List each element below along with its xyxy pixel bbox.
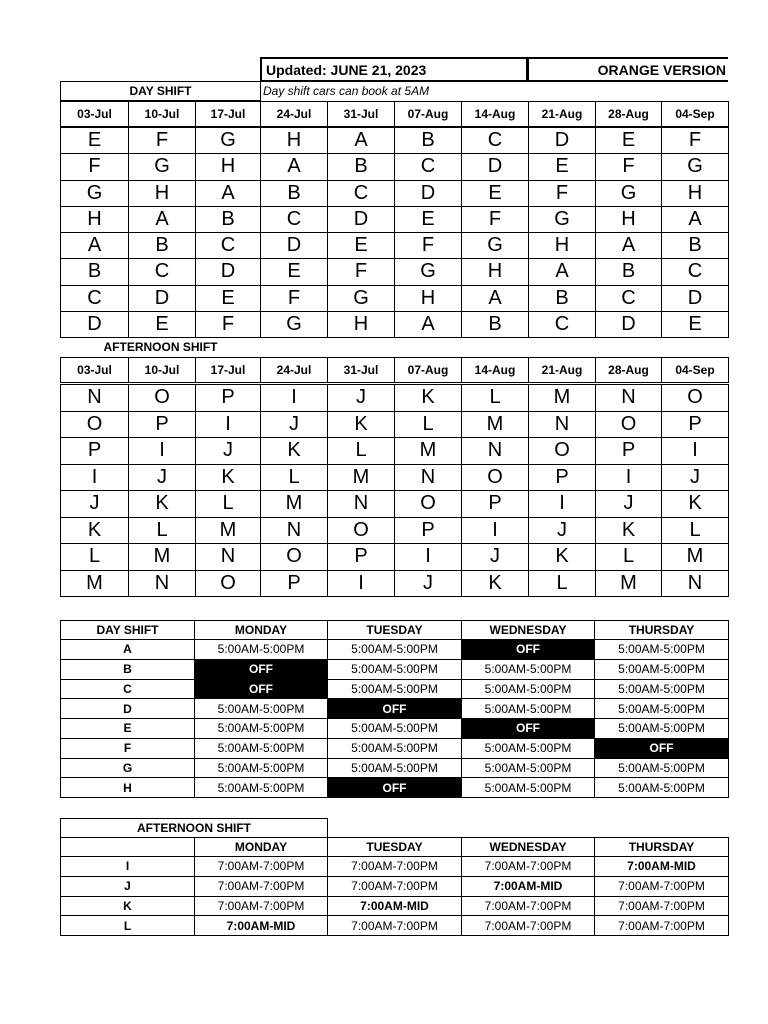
crew-letter: J	[260, 411, 328, 439]
shift-time-cell: 5:00AM-5:00PM	[461, 659, 595, 680]
shift-time-cell: 5:00AM-5:00PM	[327, 738, 462, 759]
crew-letter: A	[394, 311, 462, 338]
crew-label: B	[60, 659, 195, 680]
shift-time-cell: 5:00AM-5:00PM	[327, 758, 462, 779]
crew-letter: G	[595, 180, 662, 207]
crew-letter: P	[128, 411, 196, 439]
crew-letter: A	[195, 180, 261, 207]
crew-letter: J	[461, 543, 529, 571]
crew-letter: A	[128, 206, 196, 233]
day-shift-label-text: DAY SHIFT	[129, 84, 192, 98]
crew-letter: J	[661, 464, 729, 492]
shift-time-cell: 5:00AM-5:00PM	[594, 698, 729, 719]
crew-letter: F	[595, 153, 662, 180]
shift-time-cell: 7:00AM-MID	[594, 856, 729, 877]
crew-letter: E	[128, 311, 196, 338]
crew-letter: I	[128, 437, 196, 465]
crew-letter: E	[528, 153, 596, 180]
shift-time-cell: 7:00AM-7:00PM	[194, 856, 328, 877]
day-header: MONDAY	[194, 837, 328, 857]
crew-letter: E	[461, 180, 529, 207]
crew-letter: G	[461, 232, 529, 259]
crew-label: F	[60, 738, 195, 759]
crew-letter: O	[260, 543, 328, 571]
crew-letter: D	[128, 285, 196, 312]
crew-letter: G	[394, 258, 462, 285]
crew-letter: C	[327, 180, 395, 207]
off-cell: OFF	[194, 679, 328, 700]
schedule-title: AFTERNOON SHIFT	[60, 818, 328, 838]
crew-letter: D	[528, 127, 596, 154]
crew-letter: B	[260, 180, 328, 207]
crew-letter: P	[528, 464, 596, 492]
schedule-title: DAY SHIFT	[60, 620, 195, 640]
crew-letter: I	[528, 490, 596, 518]
crew-letter: G	[327, 285, 395, 312]
crew-letter: F	[394, 232, 462, 259]
crew-letter: G	[195, 127, 261, 154]
crew-letter: A	[260, 153, 328, 180]
crew-letter: J	[528, 517, 596, 545]
crew-letter: H	[195, 153, 261, 180]
crew-letter: H	[327, 311, 395, 338]
shift-time-cell: 5:00AM-5:00PM	[461, 777, 595, 798]
date-header: 07-Aug	[394, 101, 462, 127]
crew-letter: C	[394, 153, 462, 180]
crew-letter: J	[595, 490, 662, 518]
date-header: 14-Aug	[461, 101, 529, 127]
crew-letter: E	[595, 127, 662, 154]
shift-time-cell: 5:00AM-5:00PM	[594, 659, 729, 680]
crew-label: K	[60, 896, 195, 917]
shift-time-cell: 5:00AM-5:00PM	[461, 758, 595, 779]
date-header: 24-Jul	[260, 101, 328, 127]
shift-time-cell: 7:00AM-7:00PM	[594, 876, 729, 897]
crew-letter: D	[327, 206, 395, 233]
crew-letter: C	[661, 258, 729, 285]
date-header: 28-Aug	[595, 357, 662, 383]
crew-letter: H	[394, 285, 462, 312]
crew-letter: K	[327, 411, 395, 439]
crew-letter: K	[260, 437, 328, 465]
shift-time-cell: 5:00AM-5:00PM	[461, 679, 595, 700]
crew-letter: I	[327, 570, 395, 598]
crew-letter: G	[661, 153, 729, 180]
shift-time-cell: 5:00AM-5:00PM	[461, 698, 595, 719]
crew-letter: L	[128, 517, 196, 545]
crew-letter: H	[260, 127, 328, 154]
crew-letter: C	[128, 258, 196, 285]
crew-letter: O	[195, 570, 261, 598]
crew-letter: A	[461, 285, 529, 312]
crew-letter: P	[195, 384, 261, 412]
shift-time-cell: 7:00AM-7:00PM	[194, 896, 328, 917]
crew-letter: L	[528, 570, 596, 598]
crew-letter: I	[195, 411, 261, 439]
crew-letter: F	[260, 285, 328, 312]
off-cell: OFF	[461, 718, 595, 739]
crew-letter: D	[394, 180, 462, 207]
date-header: 03-Jul	[60, 357, 129, 383]
date-header: 04-Sep	[661, 101, 729, 127]
shift-time-cell: 5:00AM-5:00PM	[594, 639, 729, 660]
crew-letter: H	[661, 180, 729, 207]
shift-time-cell: 5:00AM-5:00PM	[327, 679, 462, 700]
crew-letter: K	[394, 384, 462, 412]
date-header: 04-Sep	[661, 357, 729, 383]
shift-time-cell: 5:00AM-5:00PM	[327, 718, 462, 739]
crew-letter: M	[327, 464, 395, 492]
crew-letter: C	[260, 206, 328, 233]
crew-letter: P	[595, 437, 662, 465]
shift-time-cell: 5:00AM-5:00PM	[194, 738, 328, 759]
date-header: 10-Jul	[128, 357, 196, 383]
crew-label: J	[60, 876, 195, 897]
crew-letter: N	[260, 517, 328, 545]
crew-letter: B	[128, 232, 196, 259]
off-cell: OFF	[594, 738, 729, 759]
shift-time-cell: 5:00AM-5:00PM	[594, 679, 729, 700]
crew-letter: J	[60, 490, 129, 518]
crew-letter: L	[195, 490, 261, 518]
crew-letter: H	[528, 232, 596, 259]
crew-letter: N	[528, 411, 596, 439]
crew-letter: M	[595, 570, 662, 598]
crew-letter: K	[528, 543, 596, 571]
off-cell: OFF	[327, 777, 462, 798]
date-header: 10-Jul	[128, 101, 196, 127]
crew-letter: C	[60, 285, 129, 312]
crew-letter: F	[661, 127, 729, 154]
crew-letter: O	[60, 411, 129, 439]
crew-letter: E	[327, 232, 395, 259]
crew-letter: L	[327, 437, 395, 465]
shift-time-cell: 5:00AM-5:00PM	[194, 758, 328, 779]
crew-label: D	[60, 698, 195, 719]
crew-letter: P	[394, 517, 462, 545]
crew-letter: B	[595, 258, 662, 285]
crew-letter: O	[394, 490, 462, 518]
crew-label: L	[60, 915, 195, 936]
crew-letter: G	[260, 311, 328, 338]
crew-label: H	[60, 777, 195, 798]
crew-letter: A	[60, 232, 129, 259]
shift-time-cell: 5:00AM-5:00PM	[594, 718, 729, 739]
crew-letter: P	[461, 490, 529, 518]
crew-letter: M	[461, 411, 529, 439]
crew-letter: D	[461, 153, 529, 180]
crew-letter: M	[260, 490, 328, 518]
off-cell: OFF	[461, 639, 595, 660]
crew-letter: I	[461, 517, 529, 545]
off-cell: OFF	[194, 659, 328, 680]
crew-letter: D	[60, 311, 129, 338]
crew-letter: M	[528, 384, 596, 412]
blank-header-cell	[60, 837, 195, 857]
crew-letter: O	[327, 517, 395, 545]
crew-letter: E	[60, 127, 129, 154]
date-header: 14-Aug	[461, 357, 529, 383]
day-shift-label	[60, 81, 261, 101]
crew-letter: G	[128, 153, 196, 180]
crew-letter: K	[195, 464, 261, 492]
date-header: 24-Jul	[260, 357, 328, 383]
crew-letter: A	[528, 258, 596, 285]
day-header: TUESDAY	[327, 837, 462, 857]
crew-letter: M	[195, 517, 261, 545]
crew-label: A	[60, 639, 195, 660]
crew-letter: F	[327, 258, 395, 285]
crew-letter: M	[60, 570, 129, 598]
crew-letter: K	[128, 490, 196, 518]
crew-letter: B	[461, 311, 529, 338]
date-header: 21-Aug	[528, 357, 596, 383]
version-label: ORANGE VERSION	[527, 57, 728, 82]
crew-label: C	[60, 679, 195, 700]
crew-letter: N	[327, 490, 395, 518]
crew-letter: B	[661, 232, 729, 259]
shift-time-cell: 7:00AM-7:00PM	[327, 915, 462, 936]
date-header: 28-Aug	[595, 101, 662, 127]
shift-time-cell: 7:00AM-7:00PM	[461, 896, 595, 917]
shift-time-cell: 7:00AM-7:00PM	[327, 856, 462, 877]
crew-label: I	[60, 856, 195, 877]
crew-letter: O	[528, 437, 596, 465]
crew-letter: N	[394, 464, 462, 492]
shift-time-cell: 5:00AM-5:00PM	[327, 659, 462, 680]
crew-letter: F	[60, 153, 129, 180]
crew-letter: I	[394, 543, 462, 571]
crew-letter: H	[60, 206, 129, 233]
crew-letter: L	[60, 543, 129, 571]
crew-letter: B	[528, 285, 596, 312]
crew-letter: M	[128, 543, 196, 571]
crew-letter: J	[327, 384, 395, 412]
shift-time-cell: 5:00AM-5:00PM	[194, 639, 328, 660]
crew-letter: A	[661, 206, 729, 233]
crew-letter: H	[128, 180, 196, 207]
crew-letter: E	[260, 258, 328, 285]
afternoon-shift-label: AFTERNOON SHIFT	[103, 340, 218, 354]
crew-letter: L	[661, 517, 729, 545]
crew-letter: L	[394, 411, 462, 439]
crew-letter: N	[661, 570, 729, 598]
crew-letter: B	[327, 153, 395, 180]
crew-letter: E	[195, 285, 261, 312]
crew-letter: J	[128, 464, 196, 492]
date-header: 31-Jul	[327, 101, 395, 127]
crew-letter: G	[60, 180, 129, 207]
crew-letter: N	[195, 543, 261, 571]
shift-time-cell: 7:00AM-MID	[327, 896, 462, 917]
crew-letter: N	[595, 384, 662, 412]
shift-time-cell: 7:00AM-MID	[194, 915, 328, 936]
crew-letter: J	[195, 437, 261, 465]
crew-letter: H	[595, 206, 662, 233]
crew-letter: C	[528, 311, 596, 338]
crew-letter: N	[461, 437, 529, 465]
crew-letter: P	[661, 411, 729, 439]
crew-letter: J	[394, 570, 462, 598]
day-header: TUESDAY	[327, 620, 462, 640]
crew-letter: H	[461, 258, 529, 285]
shift-time-cell: 7:00AM-7:00PM	[461, 856, 595, 877]
crew-letter: P	[327, 543, 395, 571]
crew-letter: E	[394, 206, 462, 233]
crew-letter: L	[461, 384, 529, 412]
crew-letter: C	[195, 232, 261, 259]
crew-letter: O	[661, 384, 729, 412]
crew-letter: I	[60, 464, 129, 492]
crew-letter: C	[595, 285, 662, 312]
date-header: 31-Jul	[327, 357, 395, 383]
crew-letter: O	[461, 464, 529, 492]
crew-letter: F	[528, 180, 596, 207]
crew-letter: F	[195, 311, 261, 338]
crew-letter: L	[595, 543, 662, 571]
shift-time-cell: 5:00AM-5:00PM	[461, 738, 595, 759]
crew-letter: I	[260, 384, 328, 412]
crew-letter: D	[595, 311, 662, 338]
crew-letter: B	[195, 206, 261, 233]
shift-time-cell: 5:00AM-5:00PM	[194, 698, 328, 719]
day-header: WEDNESDAY	[461, 620, 595, 640]
crew-letter: C	[461, 127, 529, 154]
shift-time-cell: 5:00AM-5:00PM	[594, 777, 729, 798]
crew-letter: L	[260, 464, 328, 492]
crew-letter: K	[661, 490, 729, 518]
shift-time-cell: 5:00AM-5:00PM	[194, 718, 328, 739]
shift-time-cell: 7:00AM-7:00PM	[194, 876, 328, 897]
crew-letter: F	[128, 127, 196, 154]
day-header: THURSDAY	[594, 620, 729, 640]
crew-letter: D	[260, 232, 328, 259]
crew-letter: A	[595, 232, 662, 259]
date-header: 03-Jul	[60, 101, 129, 127]
shift-time-cell: 5:00AM-5:00PM	[594, 758, 729, 779]
shift-time-cell: 7:00AM-7:00PM	[594, 896, 729, 917]
crew-letter: K	[461, 570, 529, 598]
crew-letter: N	[128, 570, 196, 598]
off-cell: OFF	[327, 698, 462, 719]
shift-time-cell: 7:00AM-MID	[461, 876, 595, 897]
date-header: 17-Jul	[195, 101, 261, 127]
booking-note: Day shift cars can book at 5AM	[263, 84, 430, 98]
crew-letter: O	[595, 411, 662, 439]
crew-letter: K	[595, 517, 662, 545]
crew-letter: B	[394, 127, 462, 154]
shift-time-cell: 5:00AM-5:00PM	[327, 639, 462, 660]
day-header: MONDAY	[194, 620, 328, 640]
date-header: 07-Aug	[394, 357, 462, 383]
date-header: 17-Jul	[195, 357, 261, 383]
crew-label: G	[60, 758, 195, 779]
crew-letter: B	[60, 258, 129, 285]
crew-letter: P	[260, 570, 328, 598]
shift-time-cell: 7:00AM-7:00PM	[594, 915, 729, 936]
crew-letter: D	[661, 285, 729, 312]
date-header: 21-Aug	[528, 101, 596, 127]
crew-letter: G	[528, 206, 596, 233]
crew-letter: M	[394, 437, 462, 465]
crew-letter: A	[327, 127, 395, 154]
shift-time-cell: 7:00AM-7:00PM	[461, 915, 595, 936]
crew-label: E	[60, 718, 195, 739]
crew-letter: P	[60, 437, 129, 465]
day-header: WEDNESDAY	[461, 837, 595, 857]
crew-letter: D	[195, 258, 261, 285]
updated-date: Updated: JUNE 21, 2023	[260, 57, 528, 82]
shift-time-cell: 5:00AM-5:00PM	[194, 777, 328, 798]
crew-letter: K	[60, 517, 129, 545]
crew-letter: I	[661, 437, 729, 465]
day-header: THURSDAY	[594, 837, 729, 857]
shift-time-cell: 7:00AM-7:00PM	[327, 876, 462, 897]
crew-letter: O	[128, 384, 196, 412]
crew-letter: I	[595, 464, 662, 492]
crew-letter: E	[661, 311, 729, 338]
crew-letter: N	[60, 384, 129, 412]
crew-letter: M	[661, 543, 729, 571]
crew-letter: F	[461, 206, 529, 233]
